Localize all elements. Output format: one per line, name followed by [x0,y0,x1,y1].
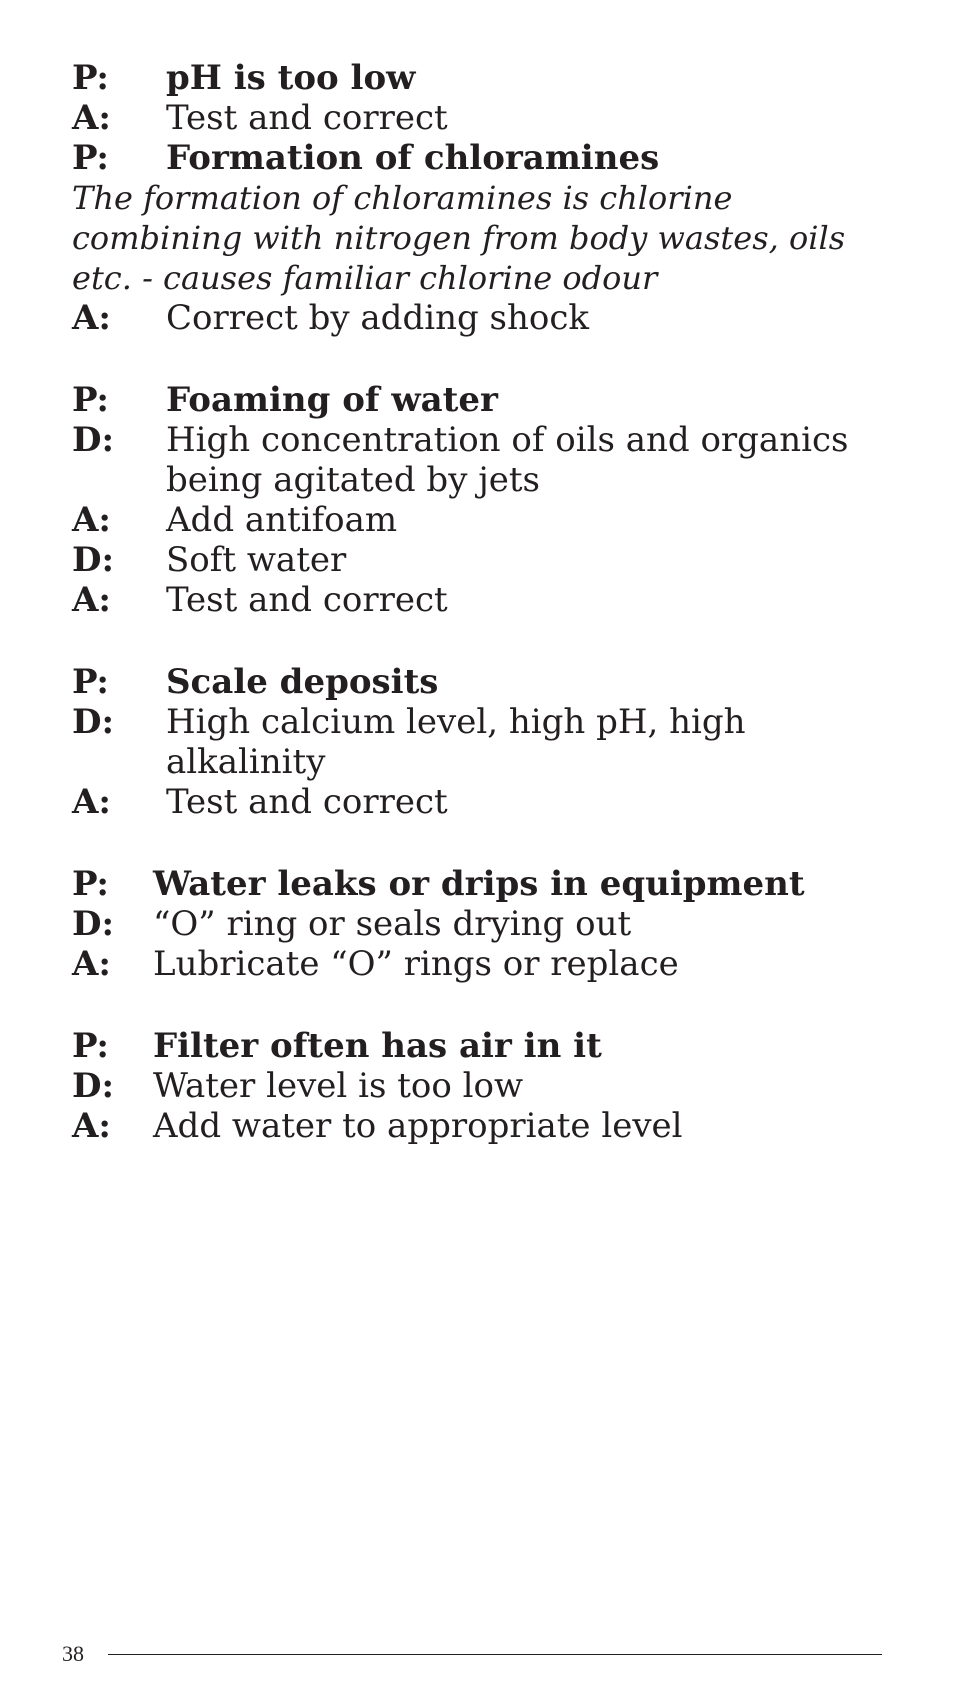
action-row [72,500,892,540]
action-row [72,782,892,822]
row-key-label: P: [72,380,109,420]
action-row [72,944,892,984]
action-text: Test and correct [166,580,448,620]
action-text: Add water to appropriate level [153,1106,683,1146]
diagnosis-text: High concentration of oils and organics being agitated by jets [166,420,849,500]
diagnosis-row [72,702,892,782]
row-key-label: P: [72,58,109,98]
problem-row [72,662,892,702]
action-text: Correct by adding shock [166,298,590,338]
troubleshooting-section [72,1026,892,1146]
action-row [72,98,892,138]
action-text: Lubricate “O” rings or replace [153,944,679,984]
diagnosis-text: Soft water [166,540,347,580]
row-key-label: A: [72,98,111,138]
row-key-label: D: [72,904,115,944]
diagnosis-row [72,904,892,944]
row-key-label: P: [72,864,109,904]
troubleshooting-list [72,58,892,1188]
row-key-label: P: [72,138,109,178]
row-key-label: D: [72,420,115,460]
row-key-label: P: [72,1026,109,1066]
problem-text: Filter often has air in it [153,1026,602,1066]
row-key-label: A: [72,500,111,540]
row-key-label: D: [72,540,115,580]
diagnosis-text: “O” ring or seals drying out [153,904,632,944]
problem-text: Formation of chloramines [166,138,660,178]
problem-row [72,58,892,98]
row-key-label: A: [72,298,111,338]
explanation-note: The formation of chloramines is chlorine combining with nitrogen from body wastes, oils etc. - causes familiar chlorine odour [72,179,846,297]
troubleshooting-section [72,380,892,620]
row-key-label: P: [72,662,109,702]
diagnosis-row [72,420,892,500]
page-number: 38 [62,1641,84,1666]
troubleshooting-section [72,58,892,338]
problem-text: Scale deposits [166,662,439,702]
action-text: Add antifoam [166,500,398,540]
troubleshooting-section [72,864,892,984]
action-row [72,580,892,620]
problem-text: pH is too low [166,58,416,98]
row-key-label: A: [72,944,111,984]
problem-row [72,864,892,904]
troubleshooting-section [72,662,892,822]
row-key-label: A: [72,1106,111,1146]
row-key-label: D: [72,1066,115,1106]
action-row [72,1106,892,1146]
row-key-label: D: [72,702,115,742]
row-key-label: A: [72,782,111,822]
action-text: Test and correct [166,98,448,138]
problem-text: Water leaks or drips in equipment [153,864,805,904]
row-key-label: A: [72,580,111,620]
problem-text: Foaming of water [166,380,498,420]
diagnosis-row [72,540,892,580]
action-text: Test and correct [166,782,448,822]
footer-rule [108,1654,882,1655]
problem-row [72,138,892,178]
diagnosis-row [72,1066,892,1106]
problem-row [72,380,892,420]
diagnosis-text: Water level is too low [153,1066,524,1106]
problem-row [72,1026,892,1066]
diagnosis-text: High calcium level, high pH, high alkalinity [166,702,746,782]
action-row [72,298,892,338]
page-footer [62,1640,882,1668]
